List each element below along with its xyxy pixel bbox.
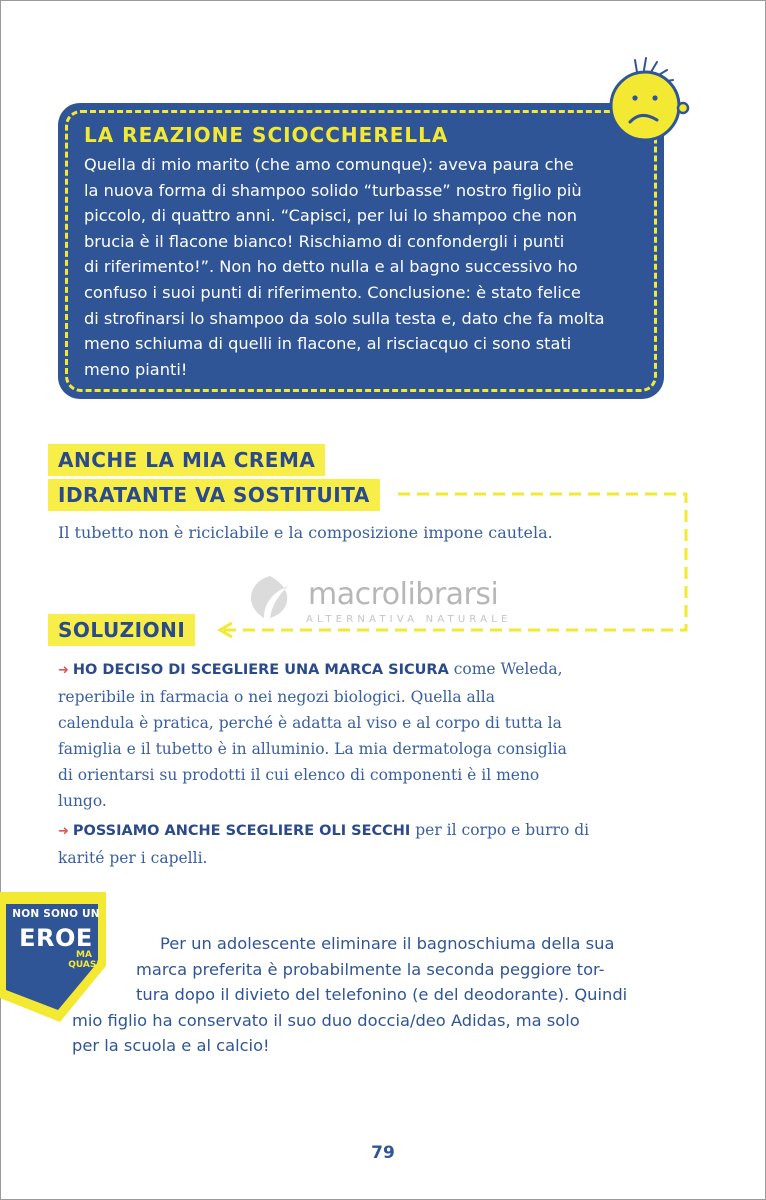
callout-line: la nuova forma di shampoo solido “turbasse” nostro figlio più xyxy=(84,180,582,200)
hero-paragraph xyxy=(72,931,698,1059)
sad-face-icon xyxy=(597,52,693,148)
solution-text: calendula è pratica, perché è adatta al viso e al corpo di tutta la xyxy=(58,714,562,732)
callout-line: di riferimento!”. Non ho detto nulla e al bagno successivo ho xyxy=(84,257,578,277)
solution-text: famiglia e il tubetto è in alluminio. La mia dermatologa consiglia xyxy=(58,740,567,758)
solution-item xyxy=(58,817,698,871)
solution-text: di orientarsi su prodotti il cui elenco di componenti è il meno xyxy=(58,766,540,784)
solution-text: reperibile in farmacia o nei negozi biologici. Quella alla xyxy=(58,688,495,706)
solution-item xyxy=(58,656,698,814)
watermark-brand: macrolibrarsi xyxy=(308,577,499,612)
hero-line: marca preferita è probabilmente la seconda peggiore tor- xyxy=(136,959,605,979)
callout-title: LA REAZIONE SCIOCCHERELLA xyxy=(84,123,449,147)
callout-line: Quella di mio marito (che amo comunque): aveva paura che xyxy=(84,155,574,174)
solution-text: lungo. xyxy=(58,792,107,810)
hero-line: Per un adolescente eliminare il bagnoschiuma della sua xyxy=(160,934,615,953)
leaf-logo-icon xyxy=(240,572,300,622)
hero-line: tura dopo il divieto del telefonino (e del deodorante). Quindi xyxy=(136,985,628,1005)
solution-lead: HO DECISO DI SCEGLIERE UNA MARCA SICURA xyxy=(72,662,449,678)
callout-line: meno schiuma di quelli in flacone, al risciacquo ci sono stati xyxy=(84,334,572,354)
callout-line: confuso i suoi punti di riferimento. Conclusione: è stato felice xyxy=(84,282,581,302)
solution-lead: POSSIAMO ANCHE SCEGLIERE OLI SECCHI xyxy=(72,823,411,839)
badge-line4: QUASI xyxy=(68,960,100,970)
callout-box xyxy=(58,103,664,399)
intro-text: Il tubetto non è riciclabile e la composizione impone cautela. xyxy=(58,523,553,542)
heading-crema-line2: IDRATANTE VA SOSTITUITA xyxy=(48,479,380,511)
heading-crema-line1: ANCHE LA MIA CREMA xyxy=(48,444,325,476)
watermark-tagline: ALTERNATIVA NATURALE xyxy=(306,614,512,625)
callout-line: piccolo, di quattro anni. “Capisci, per lui lo shampoo che non xyxy=(84,206,578,226)
callout-line: meno pianti! xyxy=(84,359,188,379)
solution-text: karité per i capelli. xyxy=(58,849,208,867)
arrow-right-icon: ➜ xyxy=(58,824,69,839)
solution-text: per il corpo e burro di xyxy=(410,821,590,839)
solution-text: come Weleda, xyxy=(448,660,563,678)
callout-line: di strofinarsi lo shampoo da solo sulla testa e, dato che fa molta xyxy=(84,308,605,328)
heading-soluzioni: SOLUZIONI xyxy=(48,614,195,646)
badge-line3: MA xyxy=(76,950,92,960)
page-number: 79 xyxy=(371,1143,395,1163)
badge-line2: EROE xyxy=(19,924,93,952)
badge-line1: NON SONO UN xyxy=(12,908,100,920)
callout-body xyxy=(84,152,638,382)
callout-line: brucia è il flacone bianco! Rischiamo di confondergli i punti xyxy=(84,231,565,251)
arrow-right-icon: ➜ xyxy=(58,663,69,678)
hero-line: per la scuola e al calcio! xyxy=(72,1036,270,1056)
hero-line: mio figlio ha conservato il suo duo doccia/deo Adidas, ma solo xyxy=(72,1010,580,1030)
